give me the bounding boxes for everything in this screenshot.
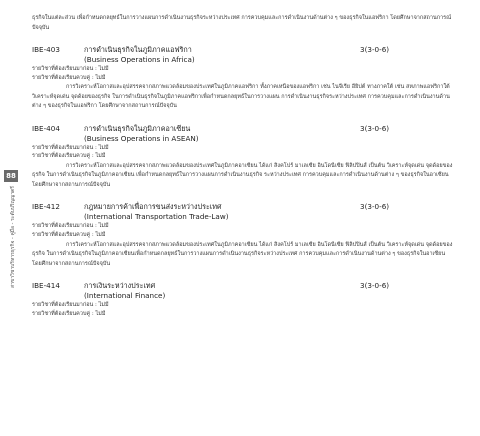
course-description: การวิเคราะห์โอกาสและอุปสรรคจากสภาพแวดล้อมของประเทศในภูมิภาคอาเซียน ได้แก่ สิงคโปร์ มาเลเซีย อินโดนีเซีย ฟิลิปปินส์ เป็นต้น วิเคราะห์จุดเด่น จุดด้อยของธุรกิจ ในการดำเนินธุรกิจในภูมิภาคอาเซียนเพื่อกำหนดกลยุทธ์ในการวางแผนการดำเนินงานธุรกิจระหว่างประเทศ การควบคุมและการดำเนินงานด้านต่าง ๆ ของธุรกิจในอาเซียน โดยศึกษาจากสถานการณ์ปัจจุบัน	[32, 241, 453, 267]
course-credits: 3(3-0-6)	[360, 202, 390, 212]
course-prerequisite: รายวิชาที่ต้องเรียนมาก่อน : ไม่มี	[32, 302, 109, 309]
course-description: การวิเคราะห์โอกาสและอุปสรรคจากสภาพแวดล้อมของประเทศในภูมิภาคอาเซียน ได้แก่ สิงคโปร์ มาเลเซีย อินโดนีเซีย ฟิลิปปินส์ เป็นต้น วิเคราะห์จุดเด่น จุดด้อยของธุรกิจ ในการดำเนินธุรกิจในภูมิภาคอาเซียน เพื่อกำหนดกลยุทธ์ในการวางแผนการดำเนินงานธุรกิจ ระหว่างประเทศ การควบคุมและการดำเนินงานด้านต่าง ๆ ของธุรกิจในอาเซียน โดยศึกษาจากสถานการณ์ปัจจุบัน	[32, 162, 453, 188]
course-credits: 3(3-0-6)	[360, 45, 390, 54]
course-prerequisite: รายวิชาที่ต้องเรียนมาก่อน : ไม่มี	[32, 144, 109, 151]
course-description: การวิเคราะห์โอกาสและอุปสรรคจากสภาพแวดล้อมของประเทศในภูมิภาคแอฟริกา ทั้งภาคเหนือของแอฟริกา เช่น ไนจีเรีย อียิปต์ ทางภาคใต้ เช่น สหภาพแอฟริกาใต้ วิเคราะห์จุดเด่น จุดด้อยของธุรกิจ ในการดำเนินธุรกิจในภูมิภาคแอฟริกาเพื่อกำหนดกลยุทธ์ในการวางแผน การดำเนินงานธุรกิจระหว่างประเทศ การควบคุมและการดำเนินงานด้านต่าง ๆ ของธุรกิจในแอฟริกา โดยศึกษาจากสถานการณ์ปัจจุบัน	[32, 84, 450, 110]
course-corequisite: รายวิชาที่ต้องเรียนควบคู่ : ไม่มี	[32, 74, 106, 81]
side-tab	[0, 170, 20, 288]
course-header	[32, 202, 456, 212]
course-corequisite: รายวิชาที่ต้องเรียนควบคู่ : ไม่มี	[32, 231, 106, 238]
course-code: IBE-404	[32, 123, 60, 133]
course-prerequisite: รายวิชาที่ต้องเรียนมาก่อน : ไม่มี	[32, 66, 109, 72]
course-english-title: (International Transportation Trade-Law)	[84, 212, 229, 222]
course-thai-title: การดำเนินธุรกิจในภูมิภาคอาเซียน	[84, 123, 191, 133]
course-ibe-404	[32, 124, 456, 191]
course-header	[32, 45, 456, 55]
course-code: IBE-403	[32, 45, 60, 54]
course-prerequisite: รายวิชาที่ต้องเรียนมาก่อน : ไม่มี	[32, 223, 109, 230]
course-credits: 3(3-0-6)	[360, 123, 390, 133]
course-header	[32, 281, 456, 291]
course-code: IBE-414	[32, 281, 60, 291]
course-english-title: (Business Operations in Africa)	[84, 55, 195, 64]
course-credits: 3(3-0-6)	[360, 281, 390, 291]
page-number: 88	[4, 170, 18, 182]
document-page	[32, 6, 456, 318]
course-thai-title: กฎหมายการค้าเพื่อการขนส่งระหว่างประเทศ	[84, 202, 222, 212]
course-header	[32, 124, 456, 134]
course-thai-title: การเงินระหว่างประเทศ	[84, 281, 156, 291]
side-label: สาขาวิชาบริหารธุรกิจ - คู่มือ - ระดับปริญญาตรี	[10, 186, 16, 288]
course-thai-title: การดำเนินธุรกิจในภูมิภาคแอฟริกา	[84, 45, 192, 54]
course-ibe-414	[32, 281, 456, 318]
course-ibe-403	[32, 45, 456, 112]
course-ibe-412	[32, 202, 456, 269]
course-corequisite: รายวิชาที่ต้องเรียนควบคู่ : ไม่มี	[32, 153, 106, 160]
intro-paragraph: ธุรกิจในแต่ละส่วน เพื่อกำหนดกลยุทธ์ในการวางแผนการดำเนินงานธุรกิจระหว่างประเทศ การควบคุมและการดำเนินงานด้านต่าง ๆ ของธุรกิจในแอฟริกา โดยศึกษาจากสถานการณ์ปัจจุบัน	[32, 15, 452, 31]
course-english-title: (Business Operations in ASEAN)	[84, 133, 199, 143]
course-english-title: (International Finance)	[84, 291, 166, 301]
course-code: IBE-412	[32, 202, 60, 212]
course-corequisite: รายวิชาที่ต้องเรียนควบคู่ : ไม่มี	[32, 310, 106, 317]
